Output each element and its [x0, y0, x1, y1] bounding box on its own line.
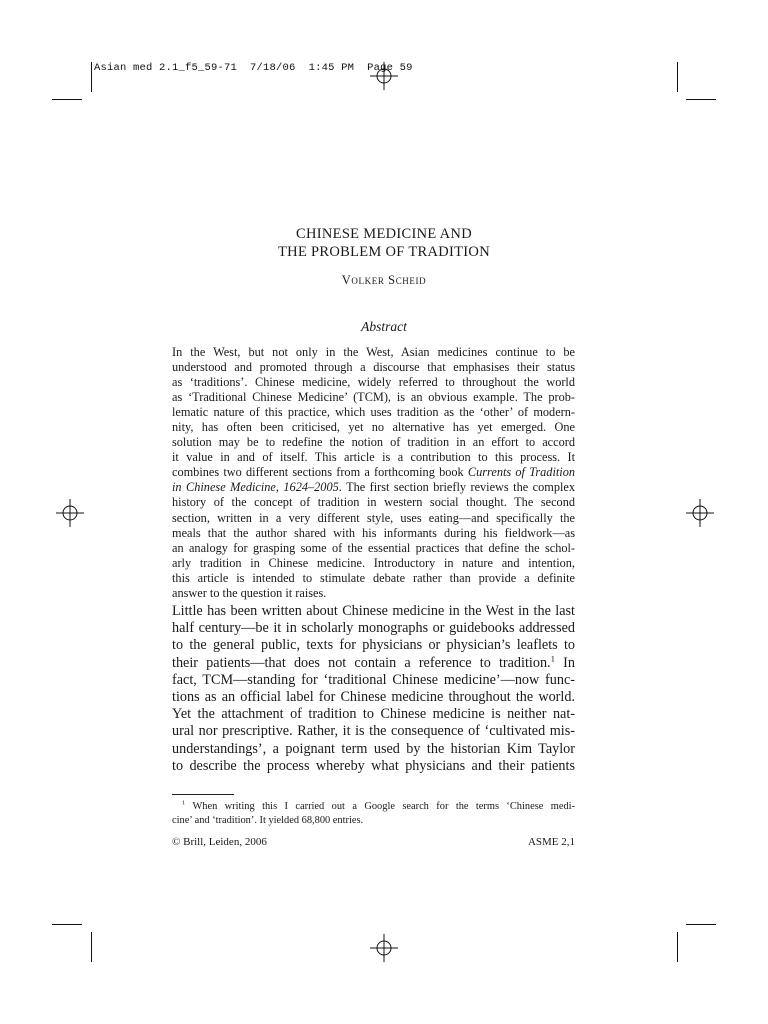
abstract-heading: Abstract	[361, 319, 407, 334]
abstract-line: meals that the author shared with his informants during his fieldwork—as	[172, 525, 575, 540]
body-line: fact, TCM—standing for ‘traditional Chinese medicine’—now func-	[172, 671, 575, 688]
abstract-line: nity, has often been criticised, yet no alternative has yet emerged. One	[172, 420, 575, 435]
registration-mark-top	[370, 62, 398, 90]
abstract-line-part: combines two different sections from a forthcoming book	[172, 465, 464, 480]
abstract-line: section, written in a very different style, uses eating—and specifically the	[172, 510, 575, 525]
crop-mark-bottom-right-v	[677, 932, 678, 962]
abstract-line	[172, 465, 575, 480]
book-title-italic-cont: in Chinese Medicine, 1624–2005	[172, 480, 339, 495]
article-author: Volker Scheid	[341, 273, 427, 287]
abstract-line: In the West, but not only in the West, Asian medicines continue to be	[172, 345, 575, 359]
article-title-line-2: THE PROBLEM OF TRADITION	[278, 244, 490, 260]
body-line: Yet the attachment of tradition to Chinese medicine is neither nat-	[172, 706, 575, 723]
abstract-text	[172, 345, 575, 601]
slug-date: 7/18/06	[250, 62, 296, 74]
body-line: Little has been written about Chinese medicine in the West in the last	[172, 603, 575, 619]
slug-file: Asian med 2.1_f5_59-71	[94, 62, 238, 74]
footnote	[172, 800, 575, 828]
abstract-line: an analogy for grasping some of the essential practices that define the schol-	[172, 540, 575, 555]
crop-mark-bottom-left-v	[91, 932, 92, 962]
abstract-line: history of the concept of tradition in western social thought. The second	[172, 495, 575, 510]
abstract-line: solution may be to redefine the notion of tradition in an effort to accord	[172, 435, 575, 450]
abstract-line: arly tradition in Chinese medicine. Introductory in nature and intention,	[172, 555, 575, 570]
footnote-rule	[172, 794, 234, 795]
footnote-line	[172, 800, 575, 814]
abstract-line: understood and promoted through a discourse that emphasises their status	[172, 360, 575, 375]
body-line: tions as an official label for Chinese medicine throughout the world.	[172, 689, 575, 706]
abstract-line: this article is intended to stimulate debate rather than provide a definite	[172, 570, 575, 585]
registration-mark-left	[56, 499, 84, 527]
crop-mark-top-left-v	[91, 62, 92, 92]
article-title	[0, 225, 768, 261]
body-line-part: In	[555, 654, 575, 671]
abstract-line-part: . The first section briefly reviews the complex	[338, 480, 576, 495]
body-line: to the general public, texts for physicians or physician’s leaflets to	[172, 637, 575, 654]
body-line: to describe the process whereby what physicians and their patients	[172, 757, 575, 774]
printer-slug	[94, 62, 413, 74]
body-text	[172, 603, 575, 775]
body-line: understandings’, a poignant term used by the historian Kim Taylor	[172, 740, 575, 757]
footnote-reference[interactable]: 1	[550, 652, 555, 663]
article-title-line-1: CHINESE MEDICINE AND	[296, 226, 472, 242]
body-line: ural nor prescriptive. Rather, it is the consequence of ‘cultivated mis-	[172, 723, 575, 740]
body-line-part: their patients—that does not contain a reference to tradition.	[172, 654, 551, 671]
registration-mark-right	[686, 499, 714, 527]
slug-page: Page 59	[367, 62, 413, 74]
abstract-line: as ‘traditions’. Chinese medicine, widely referred to throughout the world	[172, 375, 575, 390]
registration-mark-bottom	[370, 934, 398, 962]
body-line: half century—be it in scholarly monographs or guidebooks addressed	[172, 620, 575, 637]
copyright-footer: © Brill, Leiden, 2006	[172, 836, 267, 848]
crop-mark-bottom-right-h	[686, 924, 716, 925]
footnote-line: cine’ and ‘tradition’. It yielded 68,800 entries.	[172, 815, 364, 826]
body-line	[172, 652, 575, 672]
footnote-mark: 1	[182, 799, 186, 807]
footnote-text: When writing this I carried out a Google search for the terms ‘Chinese medi-	[192, 801, 575, 812]
abstract-line: answer to the question it raises.	[172, 585, 327, 600]
abstract-line	[172, 480, 575, 495]
slug-time: 1:45 PM	[308, 62, 355, 74]
crop-mark-bottom-left-h	[52, 924, 82, 925]
journal-footer: ASME 2,1	[527, 836, 575, 848]
book-title-italic: Currents of Tradition	[467, 465, 575, 480]
abstract-line: it value in and of itself. This article is a contribution to this process. It	[172, 450, 575, 465]
crop-mark-top-right-h	[686, 99, 716, 100]
crop-mark-top-right-v	[677, 62, 678, 92]
abstract-line: as ‘Traditional Chinese Medicine’ (TCM), is an obvious example. The prob-	[172, 390, 575, 405]
crop-mark-top-left-h	[52, 99, 82, 100]
abstract-line: lematic nature of this practice, which uses tradition as the ‘other’ of modern-	[172, 405, 575, 420]
